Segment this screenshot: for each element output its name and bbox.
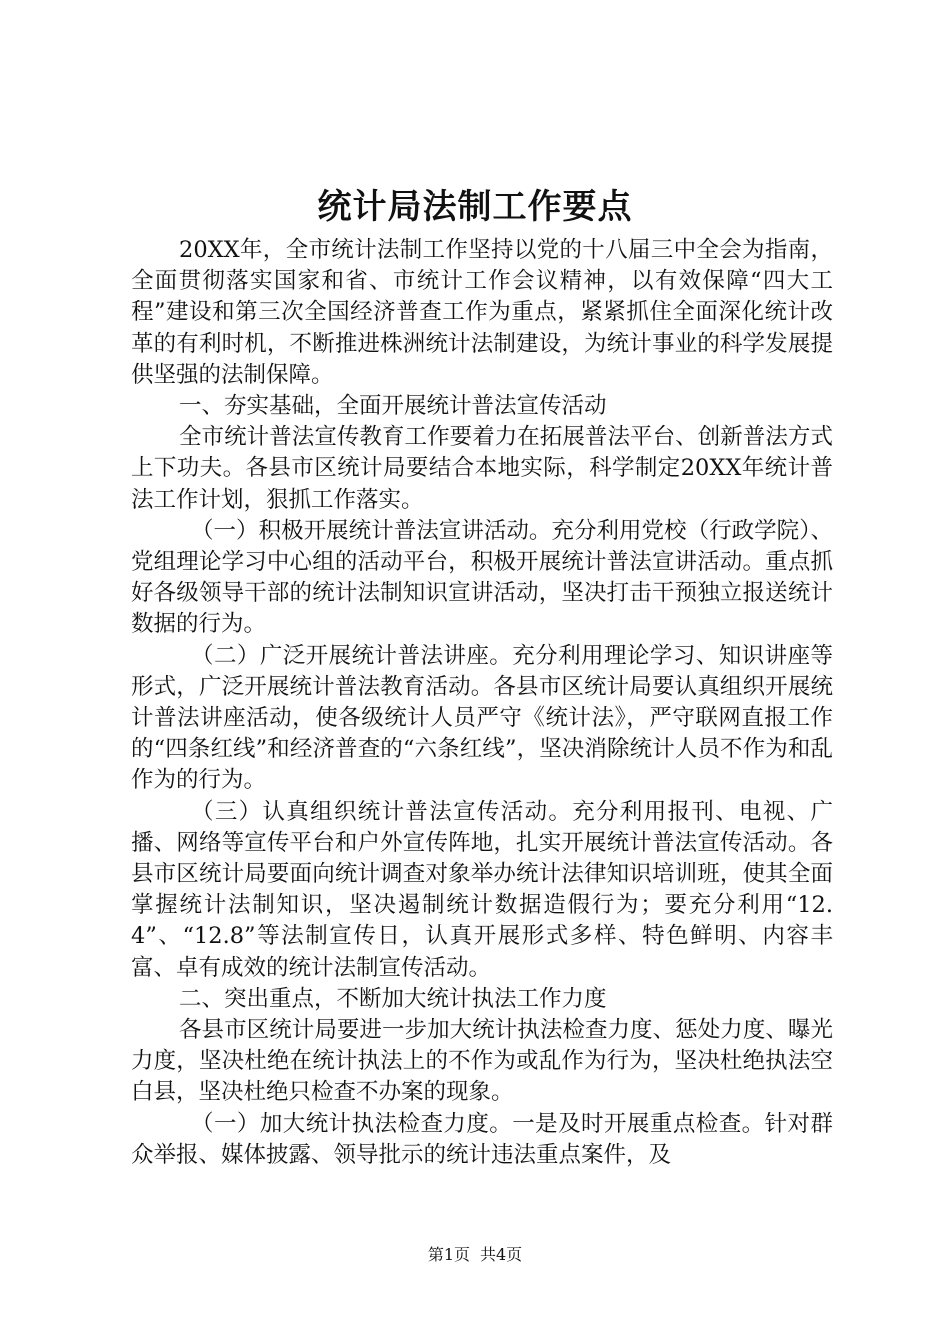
section-2-paragraph: 各县市区统计局要进一步加大统计执法检查力度、惩处力度、曝光力度，坚决杜绝在统计执法上的不作为或乱作为行为，坚决杜绝执法空白县，坚决杜绝只检查不办案的现象。 <box>131 1017 833 1106</box>
section-2-item-1: （一）加大统计执法检查力度。一是及时开展重点检查。针对群众举报、媒体披露、领导批示的统计违法重点案件，及 <box>131 1110 833 1168</box>
intro-paragraph: 20XX年，全市统计法制工作坚持以党的十八届三中全会为指南，全面贯彻落实国家和省、市统计工作会议精神，以有效保障“四大工程”建设和第三次全国经济普查工作为重点，紧紧抓住全面深化统计改革的有利时机，不断推进株洲统计法制建设，为统计事业的科学发展提供坚强的法制保障。 <box>131 237 833 388</box>
page-footer <box>0 1245 950 1265</box>
page-number: 第1页 <box>427 1245 470 1264</box>
section-1-item-2: （二）广泛开展统计普法讲座。充分利用理论学习、知识讲座等形式，广泛开展统计普法教育活动。各县市区统计局要认真组织开展统计普法讲座活动，使各级统计人员严守《统计法》，严守联网直报工作的“四条红线”和经济普查的“六条红线”，坚决消除统计人员不作为和乱作为的行为。 <box>131 642 833 794</box>
document-body <box>131 235 833 1171</box>
section-heading-2: 二、突出重点，不断加大统计执法工作力度 <box>179 985 607 1012</box>
page-total: 共4页 <box>480 1245 523 1264</box>
section-1-paragraph: 全市统计普法宣传教育工作要着力在拓展普法平台、创新普法方式上下功夫。各县市区统计局要结合本地实际，科学制定20XX年统计普法工作计划，狠抓工作落实。 <box>131 424 833 513</box>
document-title: 统计局法制工作要点 <box>317 187 633 227</box>
section-1-item-1: （一）积极开展统计普法宣讲活动。充分利用党校（行政学院）、党组理论学习中心组的活动平台，积极开展统计普法宣讲活动。重点抓好各级领导干部的统计法制知识宣讲活动，坚决打击干预独立报送统计数据的行为。 <box>131 517 833 638</box>
section-1-item-3: （三）认真组织统计普法宣传活动。充分利用报刊、电视、广播、网络等宣传平台和户外宣传阵地，扎实开展统计普法宣传活动。各县市区统计局要面向统计调查对象举办统计法律知识培训班，使其全面掌握统计法制知识，坚决遏制统计数据造假行为；要充分利用“12.4”、“12.8”等法制宣传日，认真开展形式多样、特色鲜明、内容丰富、卓有成效的统计法制宣传活动。 <box>131 798 833 981</box>
section-heading-1: 一、夯实基础，全面开展统计普法宣传活动 <box>179 393 607 420</box>
